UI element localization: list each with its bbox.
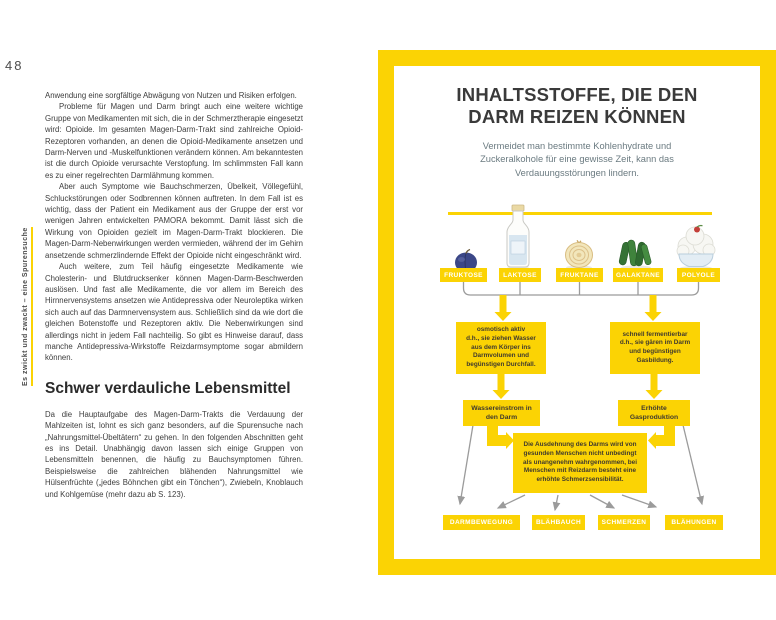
infographic-subtitle: Vermeidet man bestimmte Kohlenhydrate und Zuckeralkohole für eine gewisse Zeit, kann das Verdauungsstörungen lindern. (480, 141, 674, 178)
food-label-polyole: POLYOLE (677, 268, 720, 282)
paragraph: Da die Hauptaufgabe des Magen-Darm-Trakts die Verdauung der Mahlzeiten ist, lohnt es sich ganz besonders, auf die Spurensuche nach „Nahrungsmittel-Übeltätern“ zu gehen. In den folgenden Abschnitten geht es ins Detail. Unabhängig davon lassen sich einige Gruppen von Lebensmitteln benennen, die häufig zu Bauchsymptomen führen. Beispielsweise die zahlreichen blähenden Nahrungsmittel wie Hülsenfrüchte („jedes Böhnchen gibt ein Tönchen“), Zwiebeln, Knoblauch und Kohlgemüse (mehr dazu ab S. 123). (45, 409, 303, 499)
flow-box-osmotic-title: osmotisch aktiv (476, 326, 526, 334)
flow-box-water-influx-text: Wassereinstrom in den Darm (471, 404, 532, 421)
flow-box-fermentable-body: d.h., sie gären im Darm und begünstigen Gasbildung. (619, 339, 691, 364)
down-arrow-icon (495, 295, 662, 321)
symptom-label-blaehungen: BLÄHUNGEN (665, 515, 723, 530)
infographic-title-line1: INHALTSSTOFFE, DIE DEN (456, 84, 698, 105)
paragraph: Auch weitere, zum Teil häufig eingesetzte Medikamente wie Cholesterin- und Blutdrucksenker können Magen-Darm-Beschwerden auslösen. Und fast alle Medikamente, die vor allem im Bereich des Hirnnervensystems ansetzen wie Antidepressiva oder Neuroleptika wirken sich auch auf das Darmnervensystem aus. Schließlich sind da wie dort die gleichen Botenstoffe und Rezeptoren aktiv. Die Nebenwirkungen sind allerdings nicht in jedem Fall nachteilig. So gibt es Hinweise darauf, dass manche Antidepressiva-Wirkstoffe Reizdarmsymptome sogar abmildern können. (45, 262, 303, 363)
down-arrow-icon (493, 374, 663, 399)
body-text-column (45, 90, 303, 500)
symptom-label-blaehbauch: BLÄHBAUCH (532, 515, 585, 530)
chapter-sidebar-label: Es zwickt und zwackt – eine Spurensuche (22, 227, 33, 386)
food-label-galaktane: GALAKTANE (613, 268, 663, 282)
flow-box-fermentable-title: schnell fermentierbar (622, 330, 688, 338)
flow-box-fermentable (610, 322, 700, 374)
flow-box-distension-text: Die Ausdehnung des Darms wird von gesunden Menschen nicht unbedingt als unangenehm wahrgenommen, bei Menschen mit Reizdarm besteht eine erhöhte Schmerzsensibilität. (523, 441, 637, 483)
milk-bottle-icon (505, 204, 531, 275)
flow-box-gas-production-text: Erhöhte Gasproduktion (629, 404, 679, 421)
infographic-yellow-frame (378, 50, 776, 575)
divider-line (448, 212, 712, 215)
food-label-laktose: LAKTOSE (499, 268, 541, 282)
food-label-fruktose: FRUKTOSE (440, 268, 487, 282)
flow-box-distension (513, 433, 647, 493)
paragraph: Anwendung eine sorgfältige Abwägung von Nutzen und Risiken erfolgen. (45, 91, 297, 100)
flow-box-osmotic (456, 322, 546, 374)
infographic-title-line2: DARM REIZEN KÖNNEN (468, 105, 686, 127)
paragraph: Aber auch Symptome wie Bauchschmerzen, Übelkeit, Völlegefühl, Schluckstörungen oder Sodbrennen können auftreten. In dem Fall ist es wichtig, dass der Patient ein Medikament aus der Gruppe der erst vor wenigen Jahren entwickelten PAMORA bekommt. Damit lässt sich die Wirkung von Opioiden gezielt im Magen-Darm-Trakt blockieren. Die Magen-Darm-Nebenwirkungen werden vermieden, während der im Gehirn ansetzende schmerzlindernde Effekt der Opioide nicht eingeschränkt wird. (45, 182, 303, 260)
flow-box-osmotic-body: d.h., sie ziehen Wasser aus dem Körper ins Darmvolumen und begünstigen Durchfall. (466, 335, 536, 368)
symptom-label-darmbewegung: DARMBEWEGUNG (443, 515, 520, 530)
section-heading: Schwer verdauliche Lebensmittel (45, 379, 291, 397)
flow-box-water-influx (463, 400, 540, 426)
food-label-fruktane: FRUKTANE (556, 268, 603, 282)
symptom-label-schmerzen: SCHMERZEN (598, 515, 650, 530)
flow-box-gas-production (618, 400, 690, 426)
page-number: 48 (5, 58, 24, 73)
paragraph: Probleme für Magen und Darm bringt auch eine weitere wichtige Gruppe von Medikamenten mit sich, die in der Schmerztherapie eingesetzt wird: Opioide. Im gesamten Magen-Darm-Trakt sind zahlreiche Opioid-Rezeptoren vorhanden, an denen die Opioid-Medikamente ansetzen und Darm-Nerven und -Muskelfunktionen verändern können. Am bekanntesten ist die durch Opioide verursachte Verstopfung. Im schlimmsten Fall kann es zu einer regelrechten Darmlähmung kommen. (45, 102, 303, 180)
